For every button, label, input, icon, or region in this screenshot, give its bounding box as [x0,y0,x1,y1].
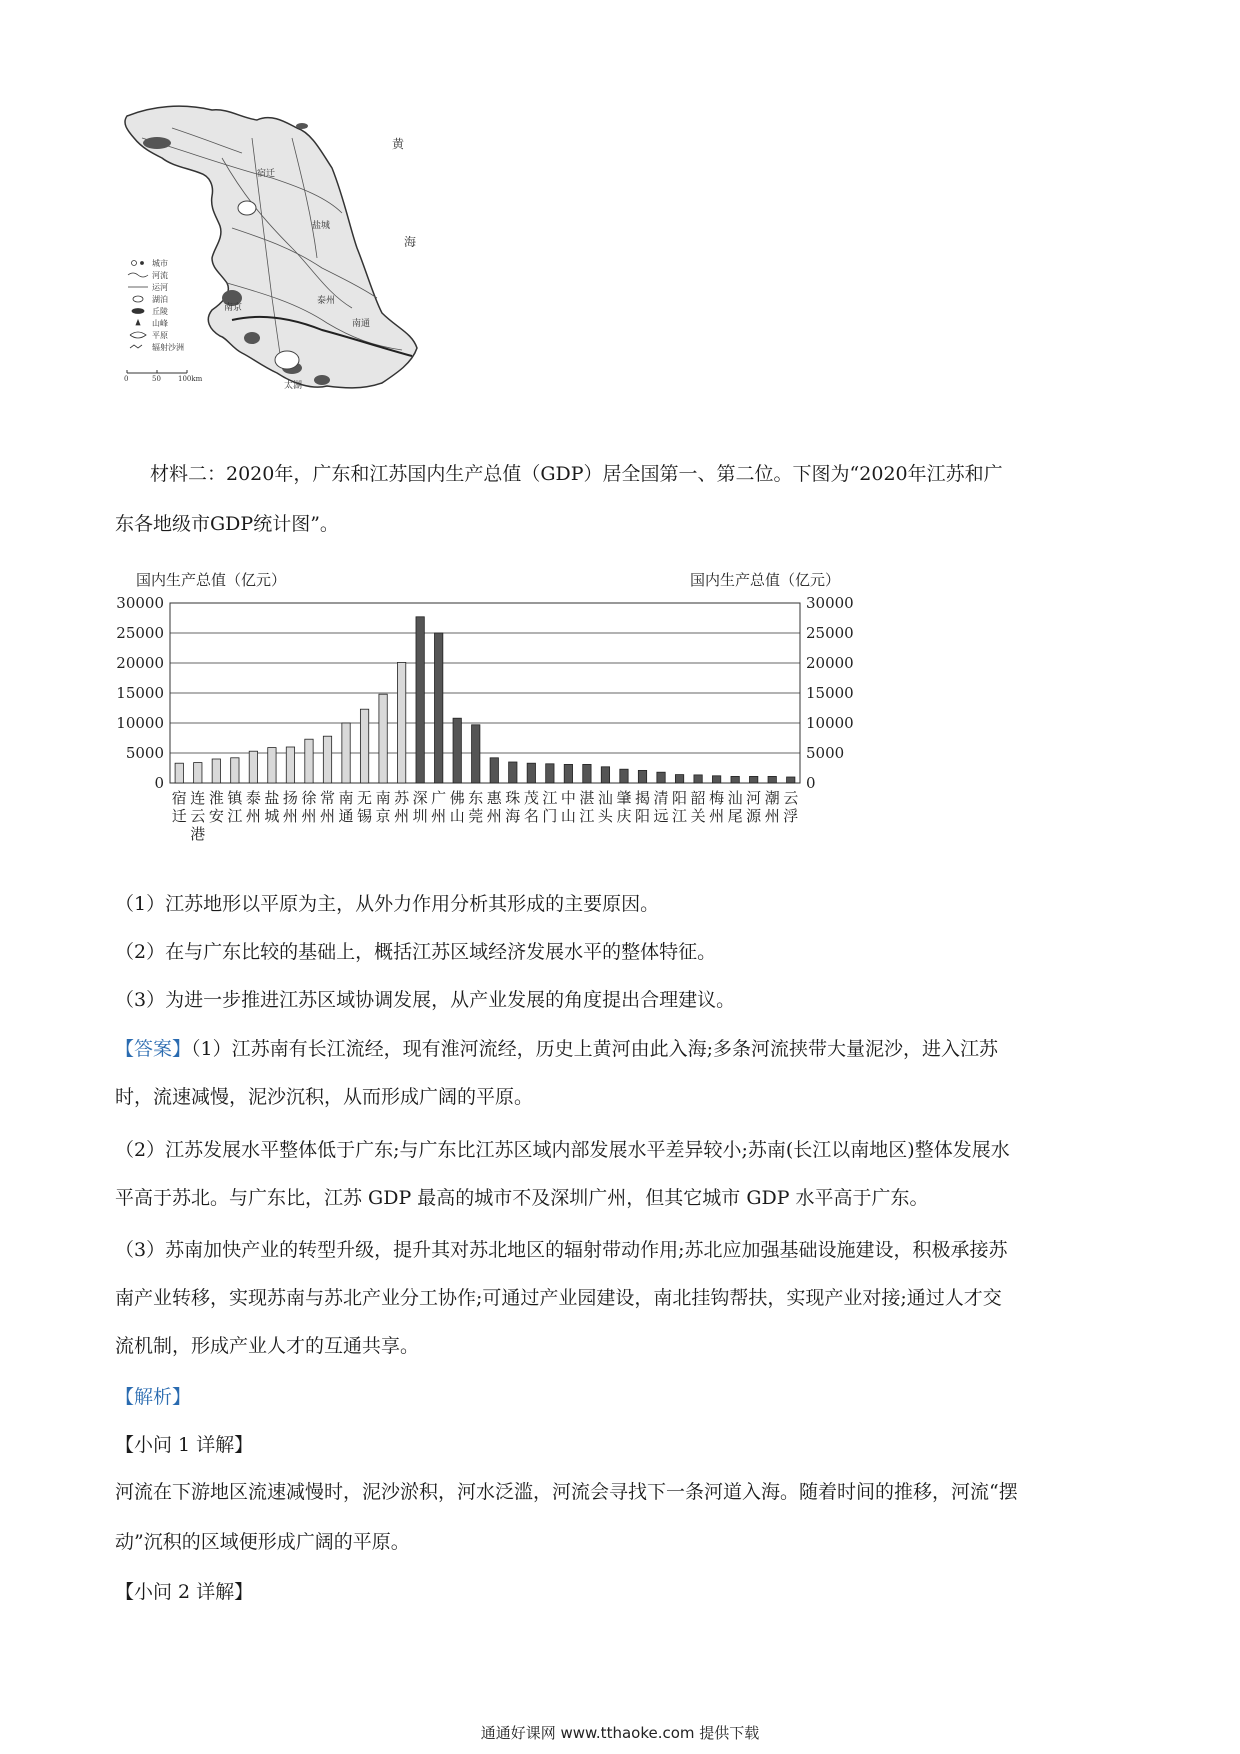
bar-镇江 [231,758,239,783]
bar-苏州 [397,662,405,783]
map-label-hai: 海 [404,235,417,249]
taihu-lake [275,351,299,369]
bar-肇庆 [620,769,628,783]
category-label: 潮州 [764,789,780,825]
category-label: 苏州 [394,789,410,825]
bar-深圳 [416,617,424,783]
bar-东莞 [472,725,480,783]
bar-汕头 [601,767,609,783]
sub-question-1-tag: 【小问 1 详解】 [115,1434,254,1456]
answer-1-text: （1）江苏南有长江流经，现有淮河流经，历史上黄河由此入海;多条河流挟带大量泥沙，进入江苏 [191,1038,999,1060]
analysis-tag: 【解析】 [115,1386,192,1408]
legend-symbols [128,261,148,349]
category-label: 无锡 [357,789,373,825]
gdp-chart [110,565,870,865]
answer-3-line3: 流机制，形成产业人才的互通共享。 [115,1335,420,1357]
chart-categories [172,789,798,843]
sub-1-line1: 河流在下游地区流速减慢时，泥沙淤积，河水泛滥，河流会寻找下一条河道入海。随着时间的推移，河流“摆 [115,1481,1018,1503]
category-label: 广州 [431,789,447,825]
category-label: 湛江 [579,789,595,825]
ytick-left-label: 30000 [116,594,164,612]
category-label: 淮安 [208,789,224,825]
legend-plain: 平原 [152,331,168,340]
scale-100km: 100km [178,375,203,383]
category-label: 梅州 [709,789,725,825]
legend-peak: 山峰 [152,319,168,328]
ytick-left-label: 5000 [125,744,164,762]
category-label: 徐州 [301,789,317,825]
legend-lake: 湖泊 [152,295,168,304]
ytick-right-label: 0 [806,774,816,792]
category-label: 连云港 [190,789,206,843]
bar-惠州 [490,758,498,783]
category-label: 中山 [560,789,576,825]
ytick-right-label: 15000 [806,684,854,702]
bar-南京 [379,694,387,783]
ytick-right-label: 30000 [806,594,854,612]
bar-珠海 [509,762,517,783]
chart-yticks-right [806,594,854,792]
category-label: 南京 [375,789,391,825]
bar-连云港 [194,763,202,783]
bar-阳江 [675,775,683,783]
bar-常州 [323,736,331,783]
map-legend [152,258,184,352]
category-label: 揭阳 [634,789,651,825]
hongze-lake [238,201,256,215]
bar-揭阳 [638,770,646,783]
question-1: （1）江苏地形以平原为主，从外力作用分析其形成的主要原因。 [115,893,660,915]
bar-徐州 [305,739,313,783]
legend-hill: 丘陵 [152,307,168,316]
chart-ylabel-right: 国内生产总值（亿元） [690,571,841,589]
bar-河源 [750,776,758,783]
ytick-left-label: 15000 [116,684,164,702]
jiangsu-map [112,98,462,428]
sub-1-line2: 动”沉积的区域便形成广阔的平原。 [115,1531,410,1553]
material2-line2: 东各地级市GDP统计图”。 [115,513,339,535]
map-label-taizhou: 泰州 [317,296,336,306]
bar-泰州 [249,751,257,783]
category-label: 汕头 [597,789,613,825]
question-2: （2）在与广东比较的基础上，概括江苏区域经济发展水平的整体特征。 [115,941,717,963]
category-label: 镇江 [227,789,243,825]
ytick-left-label: 25000 [116,624,164,642]
bar-无锡 [360,709,368,783]
map-label-taihu: 太湖 [284,381,303,391]
category-label: 深圳 [412,789,428,825]
bar-盐城 [268,748,276,783]
bar-茂名 [527,763,535,783]
category-label: 泰州 [245,789,261,825]
category-label: 佛山 [449,789,465,825]
ytick-left-label: 20000 [116,654,164,672]
bar-中山 [564,764,572,783]
chart-yticks-left [116,594,164,792]
bar-汕尾 [731,776,739,783]
bar-南通 [342,723,350,783]
legend-river: 河流 [152,271,168,280]
chart-ylabel-left: 国内生产总值（亿元） [136,571,287,589]
chart-gridlines [170,603,800,783]
map-label-suqian: 宿迁 [257,169,276,179]
bar-淮安 [212,759,220,783]
bar-广州 [435,633,443,783]
category-label: 宿迁 [171,789,187,825]
ytick-right-label: 10000 [806,714,854,732]
category-label: 河源 [746,789,762,825]
category-label: 云浮 [783,789,799,825]
bar-潮州 [768,776,776,783]
category-label: 汕尾 [727,789,743,825]
category-label: 珠海 [505,789,521,825]
bar-湛江 [583,764,591,783]
answer-3-line2: 南产业转移，实现苏南与苏北产业分工协作;可通过产业园建设，南北挂钩帮扶，实现产业对接;通过人才交 [115,1287,1002,1309]
category-label: 江门 [542,789,558,825]
bar-佛山 [453,718,461,783]
sub-question-2-tag: 【小问 2 详解】 [115,1581,254,1603]
material2-line1: 材料二：2020年，广东和江苏国内生产总值（GDP）居全国第一、第二位。下图为“2020年江苏和广 [150,463,1003,485]
page-footer: 通通好课网 www.tthaoke.com 提供下载 [480,1724,760,1742]
map-scale [124,370,203,383]
ytick-right-label: 25000 [806,624,854,642]
answer-2-line1: （2）江苏发展水平整体低于广东;与广东比江苏区域内部发展水平差异较小;苏南(长江以南地区)整体发展水 [115,1139,1010,1161]
question-3: （3）为进一步推进江苏区域协调发展，从产业发展的角度提出合理建议。 [115,989,736,1011]
answer-2-line2: 平高于苏北。与广东比，江苏 GDP 最高的城市不及深圳广州，但其它城市 GDP 水平高于广东。 [115,1187,929,1209]
legend-city: 城市 [152,259,168,268]
answer-1-line1 [115,1037,1135,1061]
answer-3-line1: （3）苏南加快产业的转型升级，提升其对苏北地区的辐射带动作用;苏北应加强基础设施建设，积极承接苏 [115,1239,1008,1261]
chart-bars [175,617,795,783]
answer-1-line2: 时，流速减慢，泥沙沉积，从而形成广阔的平原。 [115,1086,534,1108]
bar-清远 [657,772,665,783]
bar-云浮 [787,777,795,783]
category-label: 扬州 [282,789,298,825]
category-label: 韶关 [690,789,706,825]
category-label: 常州 [319,789,336,825]
map-label-nanjing: 南京 [224,303,243,313]
category-label: 盐城 [264,789,280,825]
category-label: 惠州 [486,789,502,825]
category-label: 茂名 [523,789,539,825]
ytick-left-label: 0 [154,774,164,792]
legend-sandbar: 辐射沙洲 [152,343,184,352]
category-label: 南通 [338,789,354,825]
legend-canal: 运河 [152,283,168,292]
bar-宿迁 [175,763,183,783]
category-label: 肇庆 [616,789,632,825]
map-label-yancheng: 盐城 [312,221,331,231]
category-label: 阳江 [672,789,688,825]
ytick-right-label: 20000 [806,654,854,672]
scale-0: 0 [124,375,129,383]
ytick-left-label: 10000 [116,714,164,732]
map-label-nantong: 南通 [352,319,371,329]
category-label: 清远 [653,789,669,825]
map-label-huang: 黄 [392,137,405,151]
answer-tag: 【答案】 [115,1038,192,1060]
bar-梅州 [712,776,720,783]
bar-江门 [546,764,554,783]
category-label: 东莞 [468,789,484,825]
ytick-right-label: 5000 [806,744,845,762]
bar-韶关 [694,775,702,783]
bar-扬州 [286,747,294,783]
scale-50: 50 [152,375,161,383]
